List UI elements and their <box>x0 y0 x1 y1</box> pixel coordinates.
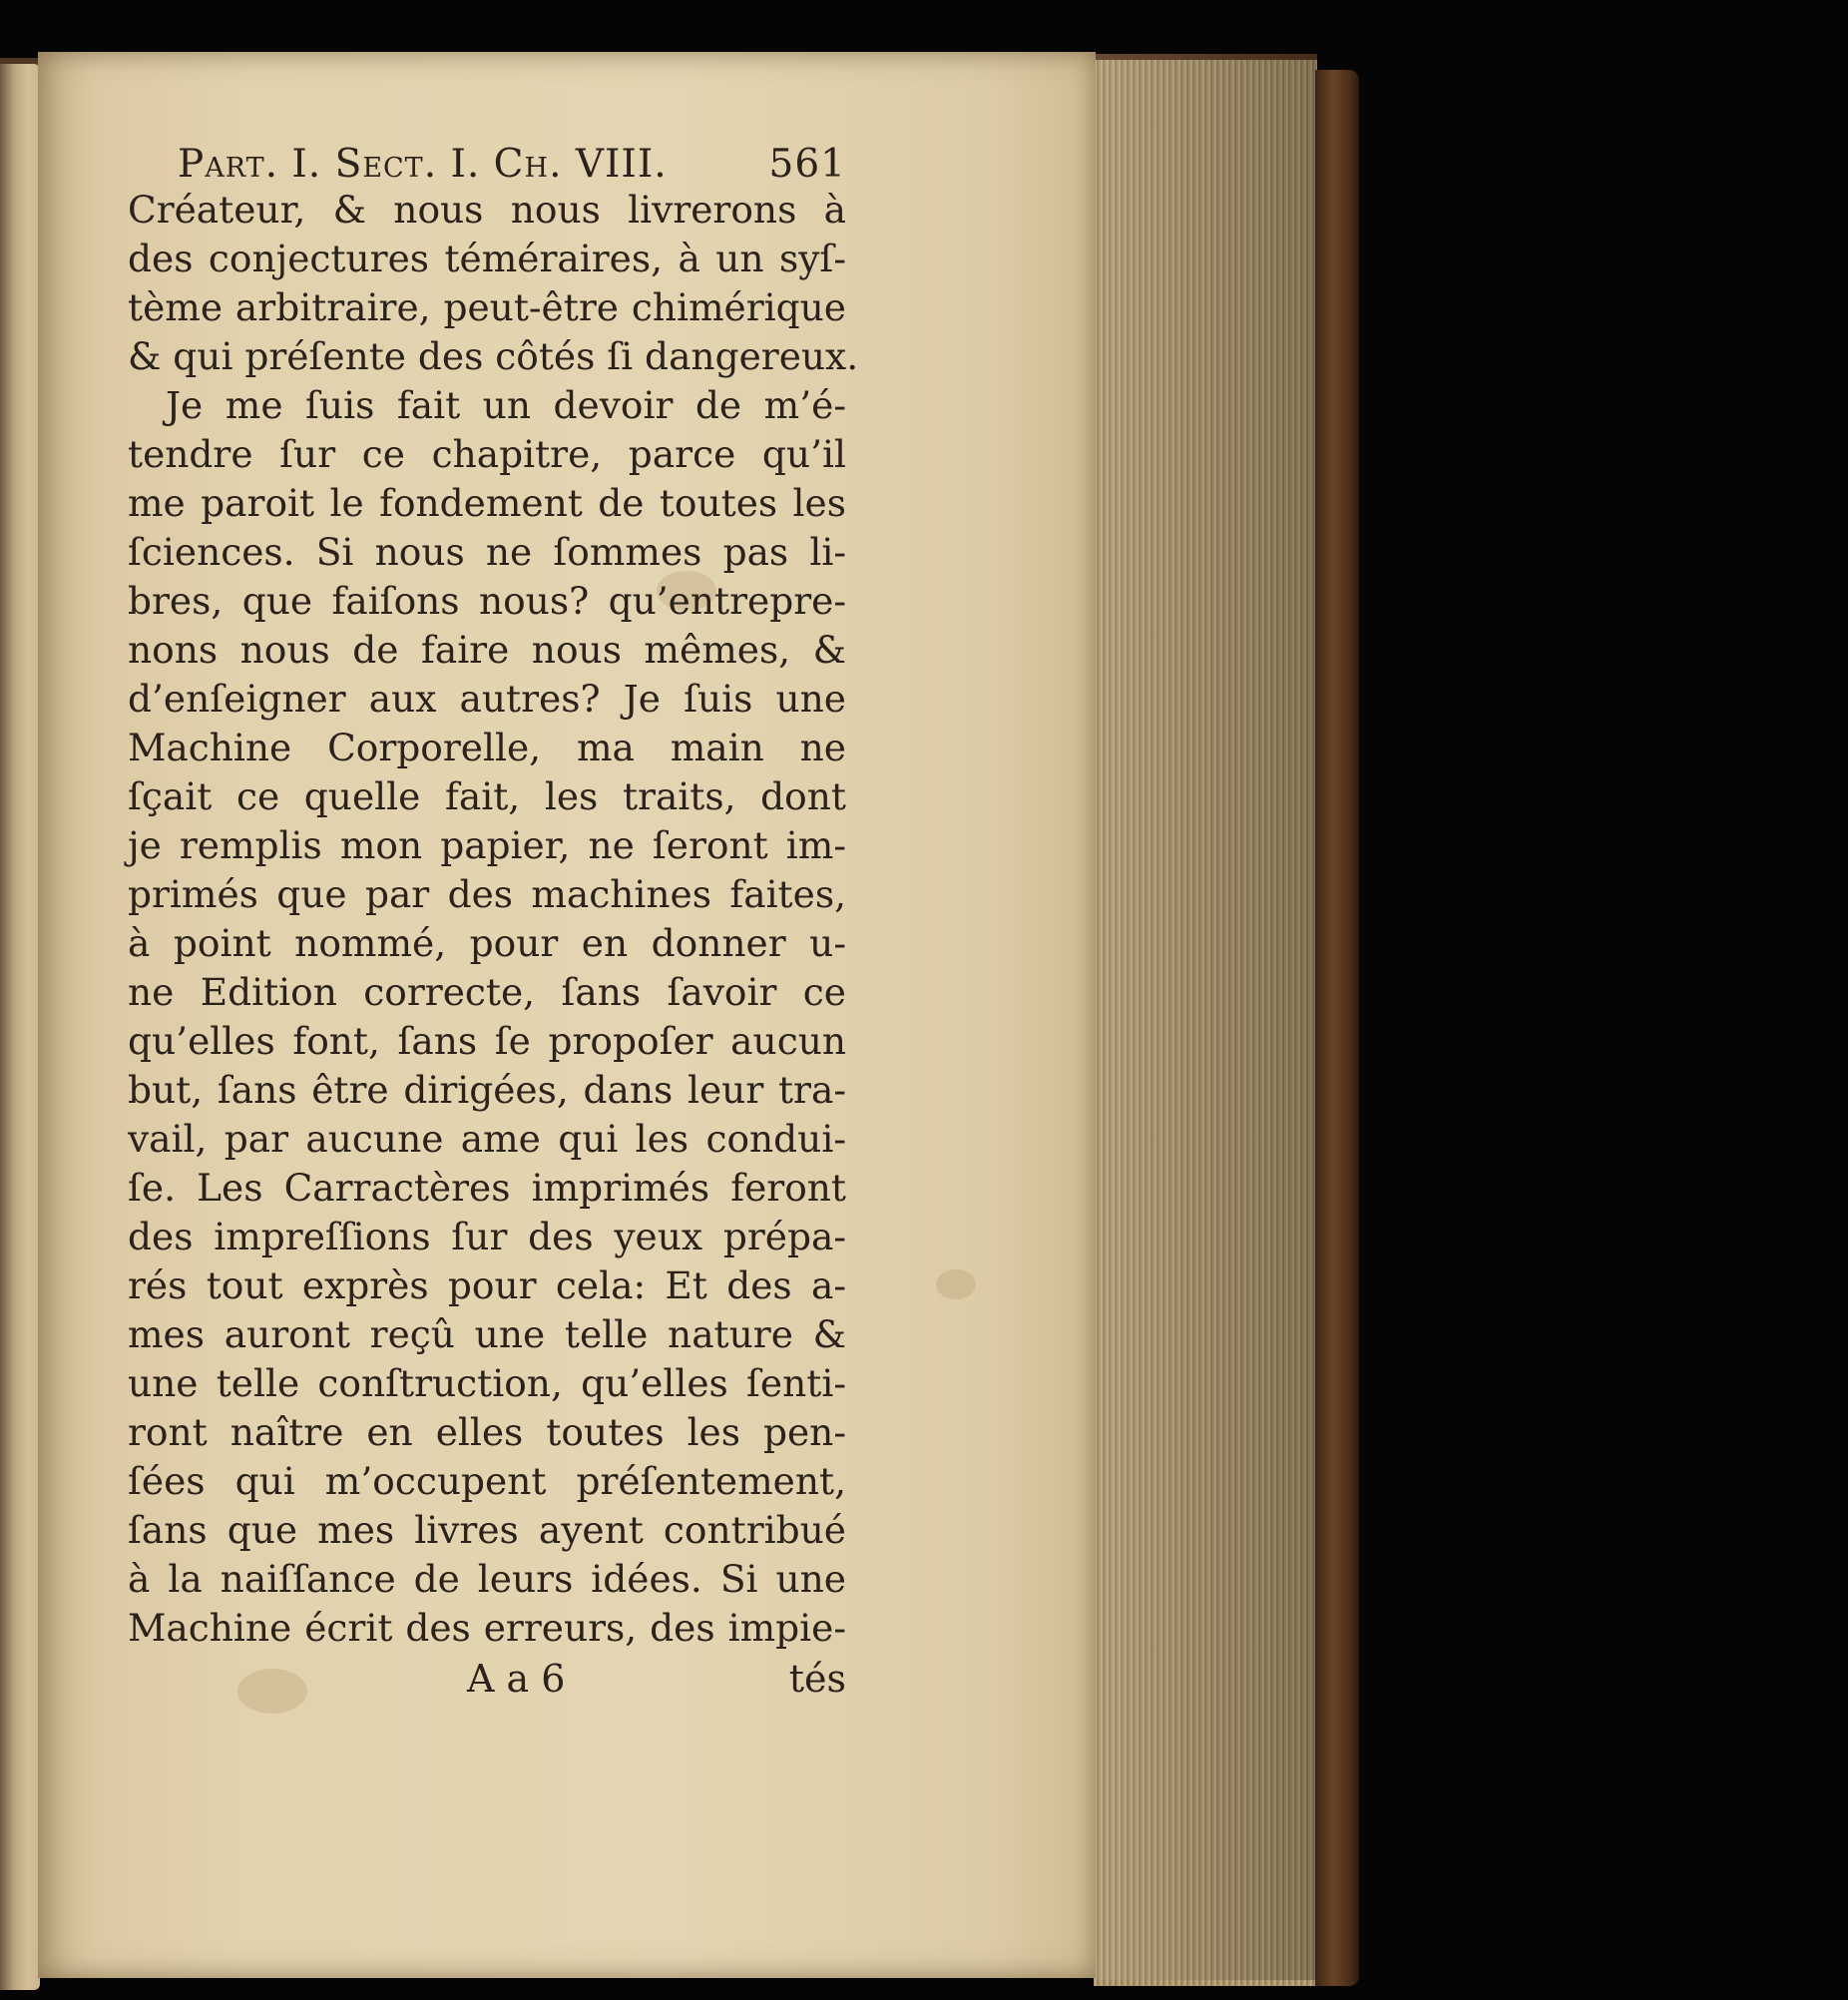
text-line: ne Edition correcte, ſans ſavoir ce <box>128 970 846 1014</box>
text-line: primés que par des machines faites, <box>128 872 846 916</box>
foxing-spot <box>936 1269 976 1299</box>
text-line: tendre ſur ce chapitre, parce qu’il <box>128 432 846 476</box>
book-cover <box>1315 70 1359 1986</box>
catchword: tés <box>788 1657 846 1701</box>
page-number: 561 <box>768 142 846 187</box>
page-text <box>128 138 859 1707</box>
running-head-title: Part. I. Sect. I. Ch. VIII. <box>178 142 668 187</box>
text-line: des impreſſions ſur des yeux prépa- <box>128 1215 846 1258</box>
text-line: ront naître en elles toutes les pen- <box>128 1410 846 1454</box>
text-line: mes auront reçû une telle nature & <box>128 1312 846 1356</box>
text-line: des conjectures téméraires, à un syſ- <box>128 237 846 280</box>
text-line: bres, que faiſons nous? qu’entrepre- <box>128 579 846 623</box>
text-line: but, ſans être dirigées, dans leur tra- <box>128 1068 846 1112</box>
text-line: ſe. Les Carractères imprimés feront <box>128 1166 846 1210</box>
facing-page <box>0 64 40 1990</box>
text-line: qu’elles font, ſans ſe propoſer aucun <box>128 1019 846 1063</box>
text-line: je remplis mon papier, ne ſeront im- <box>128 823 846 867</box>
text-line: nons nous de faire nous mêmes, & <box>128 628 846 672</box>
text-line: Machine Corporelle, ma main ne <box>128 726 846 769</box>
text-line: d’enſeigner aux autres? Je ſuis une <box>128 677 846 721</box>
text-line: à point nommé, pour en donner u- <box>128 921 846 965</box>
text-line: à la naiſſance de leurs idées. Si une <box>128 1557 846 1601</box>
text-line: rés tout exprès pour cela: Et des a- <box>128 1263 846 1307</box>
text-line: Machine écrit des erreurs, des impie- <box>128 1606 846 1650</box>
text-line: ſciences. Si nous ne ſommes pas li- <box>128 530 846 574</box>
signature-mark: A a 6 <box>467 1657 566 1701</box>
text-line: & qui préſente des côtés ſi dangereux. <box>128 334 859 378</box>
text-line: ſçait ce quelle fait, les traits, dont <box>128 774 846 818</box>
text-line: Je me ſuis fait un devoir de m’é- <box>166 383 846 427</box>
page-edges-shade <box>1094 54 1317 1980</box>
text-line: tème arbitraire, peut-être chimérique <box>128 285 846 329</box>
text-line: ſées qui m’occupent préſentement, <box>128 1459 846 1503</box>
text-line: ſans que mes livres ayent contribué <box>128 1508 846 1552</box>
text-line: me paroit le fondement de toutes les <box>128 481 846 525</box>
text-line: vail, par aucune ame qui les condui- <box>128 1117 846 1161</box>
text-line: Créateur, & nous nous livrerons à <box>128 188 846 232</box>
text-line: une telle conſtruction, qu’elles ſenti- <box>128 1361 846 1405</box>
page-footer <box>128 1657 846 1707</box>
running-head <box>128 138 846 186</box>
